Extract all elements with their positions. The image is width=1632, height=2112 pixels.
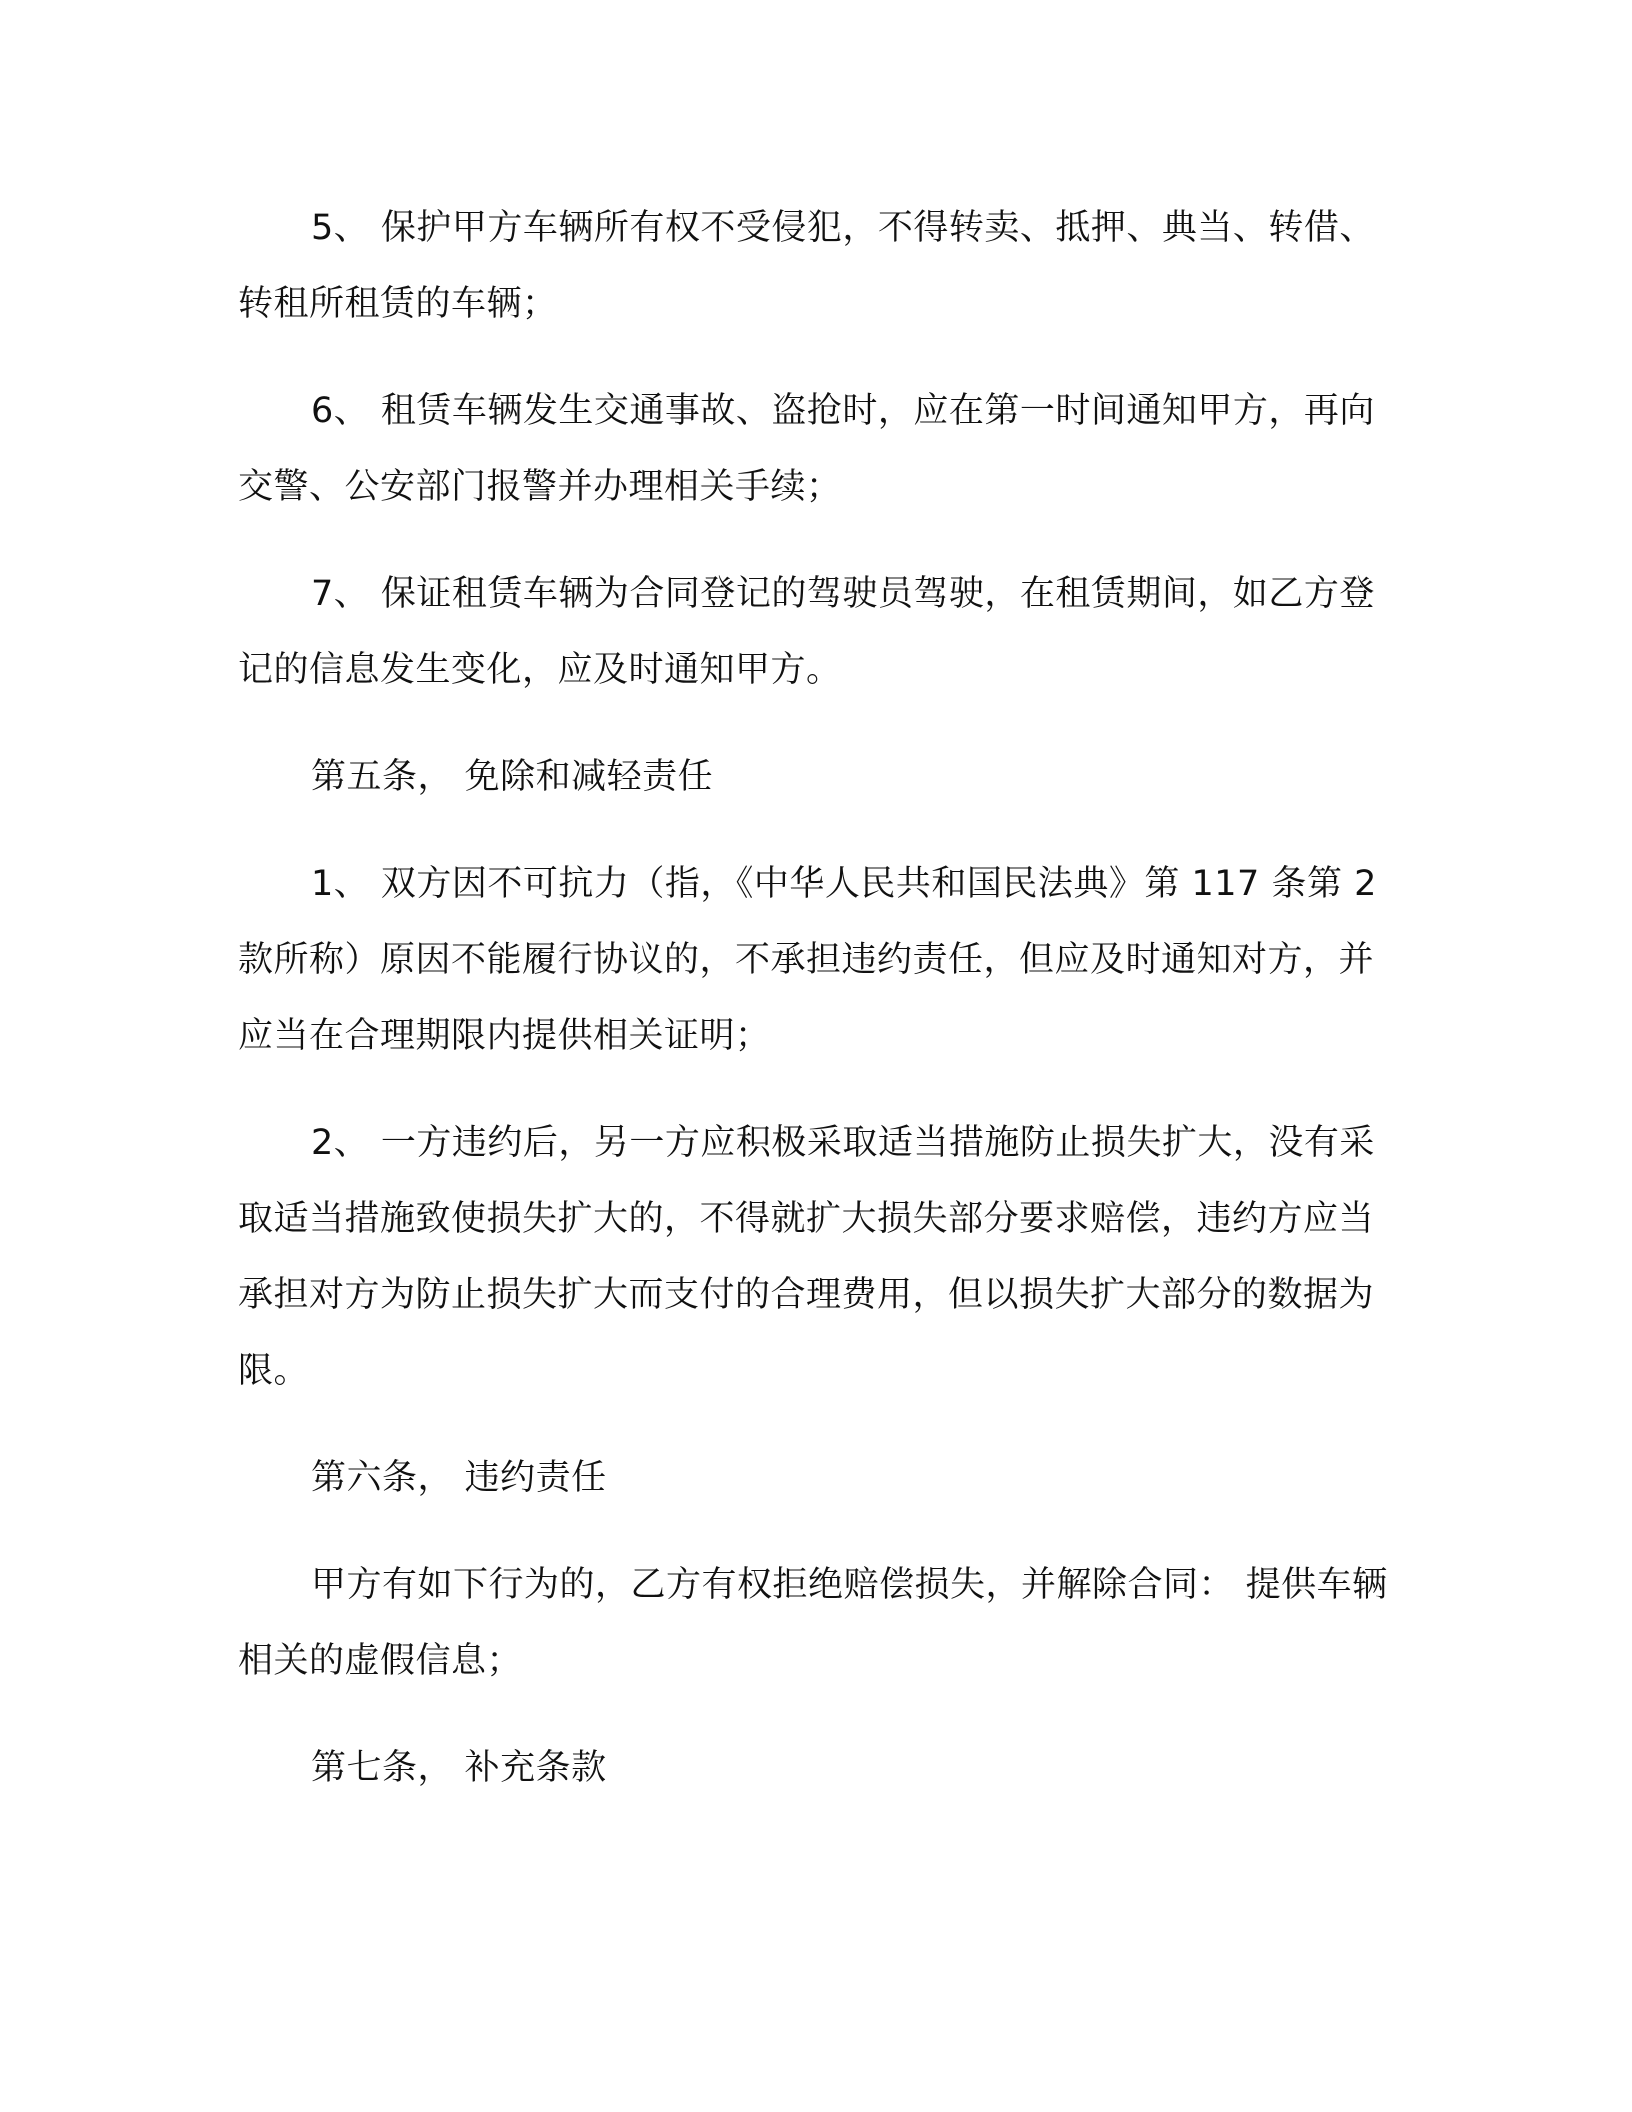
article-5-heading: 第五条， 免除和减轻责任 — [311, 757, 714, 797]
document-body — [238, 190, 1406, 1837]
clause-item-5: 5、 保护甲方车辆所有权不受侵犯，不得转卖、抵押、典当、转借、转租所租赁的车辆； — [238, 208, 1375, 324]
clause-item-7: 7、 保证租赁车辆为合同登记的驾驶员驾驶，在租赁期间，如乙方登记的信息发生变化，应及时通知甲方。 — [238, 574, 1375, 690]
article-6-heading: 第六条， 违约责任 — [311, 1458, 607, 1498]
article-5-item-1: 1、 双方因不可抗力（指，《中华人民共和国民法典》第 117 条第 2 款所称）原因不能履行协议的，不承担违约责任，但应及时通知对方，并应当在合理期限内提供相关证明； — [238, 864, 1377, 1056]
article-7-heading: 第七条， 补充条款 — [311, 1748, 607, 1788]
article-5-item-2: 2、 一方违约后，另一方应积极采取适当措施防止损失扩大，没有采取适当措施致使损失扩大的，不得就扩大损失部分要求赔偿，违约方应当承担对方为防止损失扩大而支付的合理费用，但以损失扩大部分的数据为限。 — [238, 1123, 1375, 1391]
clause-item-6: 6、 租赁车辆发生交通事故、盗抢时，应在第一时间通知甲方，再向交警、公安部门报警并办理相关手续； — [238, 391, 1375, 507]
article-6-text: 甲方有如下行为的，乙方有权拒绝赔偿损失，并解除合同： 提供车辆相关的虚假信息； — [238, 1565, 1388, 1681]
